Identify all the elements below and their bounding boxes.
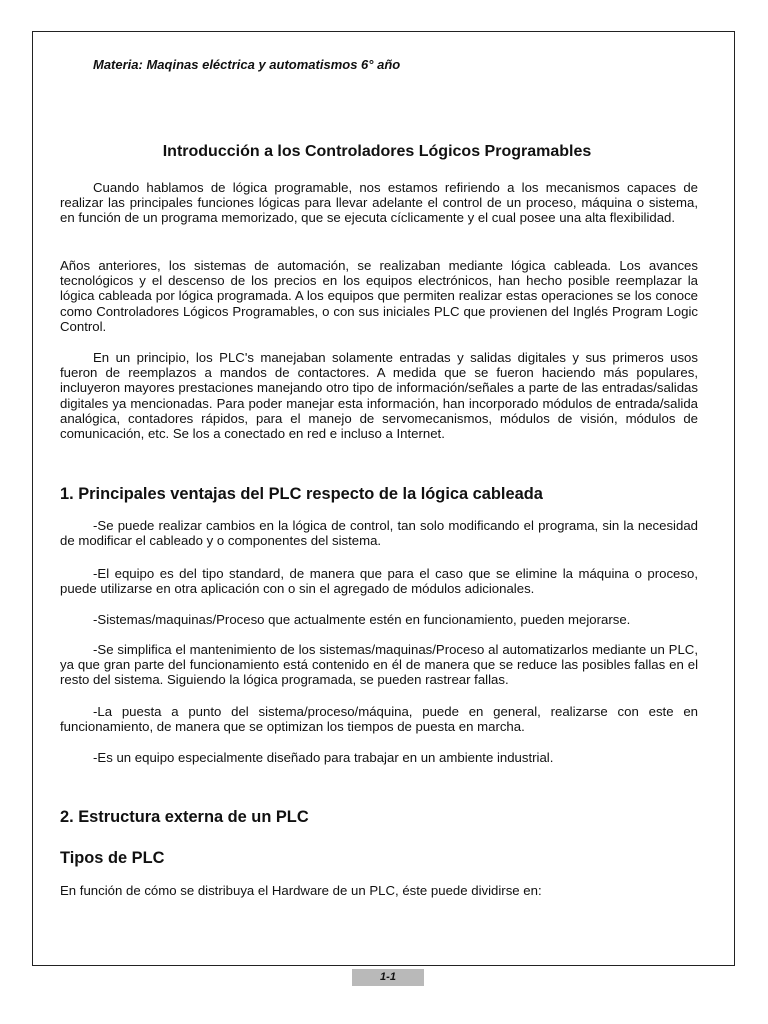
advantage-item: -Es un equipo especialmente diseñado para trabajar en un ambiente industrial. bbox=[93, 750, 554, 765]
advantage-item: -El equipo es del tipo standard, de manera que para el caso que se elimine la máquina o proceso, puede utilizarse en otra aplicación con o sin el agregado de módulos adicionales. bbox=[60, 566, 698, 597]
intro-paragraph-2: Años anteriores, los sistemas de automación, se realizaban mediante lógica cableada. Los avances tecnológicos y el descenso de los precios en los equipos electrónicos, han hecho posible reemplazar la lógica cableada por lógica programada. A los equipos que permiten realizar estas operaciones se los conoce como Controladores Lógicos Programables, o con sus iniciales PLC que provienen del Inglés Program Logic Control. bbox=[60, 258, 698, 334]
advantage-item: -Sistemas/maquinas/Proceso que actualmente estén en funcionamiento, pueden mejorarse. bbox=[93, 612, 631, 627]
section-2-heading: 2. Estructura externa de un PLC bbox=[60, 808, 309, 826]
advantage-item: -Se puede realizar cambios en la lógica de control, tan solo modificando el programa, sin la necesidad de modificar el cableado y o componentes del sistema. bbox=[60, 518, 698, 549]
intro-paragraph-1: Cuando hablamos de lógica programable, nos estamos refiriendo a los mecanismos capaces de realizar las principales funciones lógicas para llevar adelante el control de un proceso, máquina o sistema, en función de un programa memorizado, que se ejecuta cíclicamente y el cual posee una alta flexibilidad. bbox=[60, 180, 698, 226]
document-title: Introducción a los Controladores Lógicos Programables bbox=[162, 143, 592, 160]
intro-paragraph-3: En un principio, los PLC's manejaban solamente entradas y salidas digitales y sus primeros usos fueron de reemplazos a mandos de contactores. A medida que se fueron haciendo más populares, incluyeron mayores prestaciones manejando otro tipo de información/señales a parte de las entradas/salidas digitales ya mencionadas. Para poder manejar esta información, han incorporado módulos de entrada/salida analógica, contadores rápidos, para el manejo de servomecanismos, módulos de visión, módulos de comunicación, etc. Se los a conectado en red e incluso a Internet. bbox=[60, 350, 698, 442]
page-number: 1-1 bbox=[352, 969, 424, 986]
section-2-subheading: Tipos de PLC bbox=[60, 849, 165, 867]
section-2-text: En función de cómo se distribuya el Hardware de un PLC, éste puede dividirse en: bbox=[60, 883, 542, 898]
section-1-heading: 1. Principales ventajas del PLC respecto de la lógica cableada bbox=[60, 485, 543, 503]
advantage-item: -Se simplifica el mantenimiento de los sistemas/maquinas/Proceso al automatizarlos mediante un PLC, ya que gran parte del funcionamiento está contenido en él de manera que se reduce las posibles fallas en el resto del sistema. Siguiendo la lógica programada, se pueden rastrear fallas. bbox=[60, 642, 698, 688]
advantage-item: -La puesta a punto del sistema/proceso/máquina, puede en general, realizarse con este en funcionamiento, de manera que se optimizan los tiempos de puesta en marcha. bbox=[60, 704, 698, 735]
subject-header: Materia: Maqinas eléctrica y automatismos 6° año bbox=[93, 57, 401, 72]
